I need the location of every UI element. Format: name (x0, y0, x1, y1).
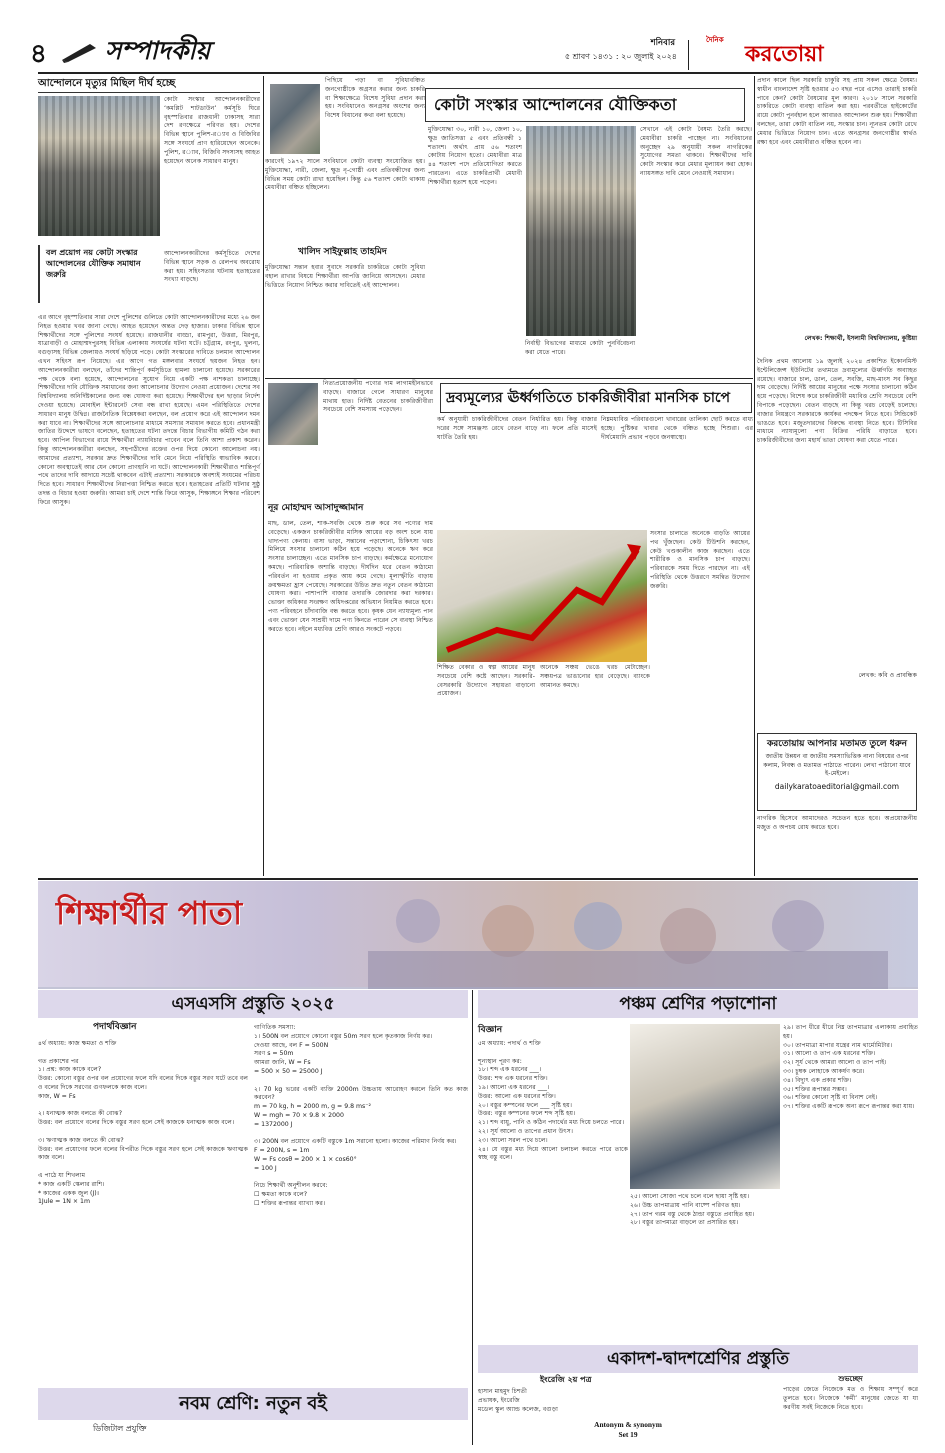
class5-section-title: পঞ্চম শ্রেণির পড়াশোনা (478, 990, 918, 1018)
opinion-invite-box (757, 733, 917, 811)
editorial-2-title: দ্রব্যমূল্যের ঊর্ধ্বগতিতে চাকরিজীবীরা মানসিক চাপে (440, 383, 752, 413)
left-body-3: এর আগে বৃহস্পতিবার সারা দেশে পুলিশের গুলিতে কোটা আন্দোলনকারীদের মধ্যে ২৬ জন নিহত হওয়ার খবর জানা গেছে। আহত হয়েছেন অন্তত দেড় হাজার। ঢাকার বিভিন্ন স্থানে শিক্ষার্থীদের সঙ্গে পুলিশের সংঘর্ষ হয়েছে। রাজধানীর বাড্ডা, রামপুরা, উত্তরা, মিরপুর, যাত্রাবাড়ী ও মোহাম্মদপুরসহ বিভিন্ন এলাকায় সংঘর্ষের ঘটনা ঘটে। চট্টগ্রাম, রংপুর, খুলনা, বগুড়াসহ বিভিন্ন জেলায়ও সংঘর্ষ ছড়িয়ে পড়ে। কোটা সংস্কারের দাবিতে চলমান আন্দোলন এখন সহিংস রূপ নিয়েছে। এর আগে গত মঙ্গলবার সংঘর্ষে ছয়জন নিহত হন। আন্দোলনকারীরা বলছেন, তাঁদের শান্তিপূর্ণ কর্মসূচিতে হামলা চালানো হয়েছে। সরকারের পক্ষ থেকে বলা হয়েছে, আন্দোলনের সুযোগ নিয়ে একটি পক্ষ নাশকতা চালাচ্ছে। শিক্ষার্থীদের দাবি যৌক্তিক সমাধানের জন্য আলোচনার উদ্যোগ নেওয়া প্রয়োজন। দেশের সব বিশ্ববিদ্যালয় অনির্দিষ্টকালের জন্য বন্ধ ঘোষণা করা হয়েছে। শিক্ষার্থীদের হল ছাড়ার নির্দেশ দেওয়া হয়েছে। মোবাইল ইন্টারনেট সেবা বন্ধ রাখা হয়েছে। এমন পরিস্থিতিতে দেশের সাধারণ মানুষ উদ্বিগ্ন। রাজনৈতিক বিশ্লেষকরা বলছেন, বল প্রয়োগ করে এই আন্দোলন দমন করা যাবে না। শিক্ষার্থীদের সঙ্গে আলোচনার মাধ্যমে সমস্যার সমাধান করতে হবে। প্রধানমন্ত্রী জাতির উদ্দেশে ভাষণে বলেছেন, হতাহতের ঘটনা তদন্তে বিচার বিভাগীয় কমিটি গঠন করা হবে। আপিল বিভাগের রায়ে শিক্ষার্থীরা ন্যায়বিচার পাবেন বলে তিনি আশা প্রকাশ করেন। কিন্তু আন্দোলনকারীরা বলছেন, সহপাঠীদের রক্তের ওপর দিয়ে কোনো আলোচনা নয়। আমাদের প্রত্যাশা, সরকার দ্রুত শিক্ষার্থীদের দাবি মেনে নিয়ে পরিস্থিতি স্বাভাবিক করবে। কোনো অবস্থাতেই আর যেন কোনো প্রাণহানি না ঘটে। আন্দোলনকারী শিক্ষার্থীরাও শান্তিপূর্ণ পথে তাদের দাবি আদায়ে সচেষ্ট থাকবেন এটাই প্রত্যাশা। সরকারকে অবশ্যই সংযমের পরিচয় দিতে হবে। সাধারণ শিক্ষার্থীদের নিরাপত্তা নিশ্চিত করতে হবে। হতাহতের প্রতিটি ঘটনার সুষ্ঠু তদন্ত ও বিচার হওয়া জরুরি। আমরা চাই দেশে শান্তি ফিরে আসুক, শিক্ষাঙ্গনে শিক্ষার পরিবেশ ফিরে আসুক। (38, 314, 262, 506)
class11-set19-block (478, 1420, 778, 1450)
section-title: সম্পাদকীয় (105, 36, 211, 65)
editorial-2-body-3: কর্ম অনুযায়ী চাকরিজীবীদের বেতন নির্ধারিত হয়। কিন্তু বাজার দরের সঙ্গে সামঞ্জস্য রেখে বেতন বাড়ে না। ফলে প্রতি মাসেই ঘাটতি তৈরি হয়। (437, 416, 599, 441)
editorial-2-body-4: নিম্নমধ্যবিত্ত পরিবারগুলো খাবারের তালিকা ছোট করতে বাধ্য হচ্ছে। পুষ্টিকর খাবার থেকে বঞ্চিত হচ্ছে শিশুরা। এর দীর্ঘমেয়াদি প্রভাব পড়বে জনস্বাস্থ্যে। (601, 416, 753, 441)
pen-icon (60, 40, 100, 64)
editorial-1-body-3: মুক্তিযোদ্ধা সন্তান হবার সুবাদে সরকারি চাকরিতে কোটা সুবিধা বহাল রাখার বিষয়ে শিক্ষার্থীরা আপত্তি জানিয়ে আসছেন। মেধার ভিত্তিতে নিয়োগ নিশ্চিত করার দাবিতেই এই আন্দোলন। (265, 264, 427, 289)
students-banner-title: শিক্ষার্থীর পাতা (56, 894, 243, 932)
class5-column-2: ২৫। আলো সোজা পথে চলে বলে ছায়া সৃষ্টি হয়। ২৬। উচ্চ তাপমাত্রায় পানি বাষ্পে পরিণত হয়। ২৭। তাপ গরম বস্তু থেকে ঠান্ডা বস্তুতে প্রবাহিত হয়। ২৮। বস্তুর তাপমাত্রা বাড়লে তা প্রসারিত হয়। (630, 1193, 755, 1227)
right-signature: লেখক: শিক্ষার্থী, ইসলামী বিশ্ববিদ্যালয়, কুষ্টিয়া (804, 335, 917, 342)
class5-column-1: ৫ম অধ্যায়: পদার্থ ও শক্তি শূন্যস্থান পূরণ কর: ১৮। শব্দ এক ধরনের ___। উত্তর: শব্দ এক ধরনের শক্তি। ১৯। আলো এক ধরনের ___। উত্তর: আলো এক ধরনের শক্তি। ২০। বস্তুর কম্পনের ফলে ___ সৃষ্টি হয়। উত্তর: বস্তুর কম্পনের ফলে শব্দ সৃষ্টি হয়। ২১। শব্দ বায়ু, পানি ও কঠিন পদার্থের মধ্য দিয়ে চলতে পারে। ২২। সূর্য আলো ও তাপের প্রধান উৎস। ২৩। আলো সরল পথে চলে। ২৪। যে বস্তুর মধ্য দিয়ে আলো চলাচল করতে পারে তাকে স্বচ্ছ বস্তু বলে। (478, 1040, 628, 1162)
ssc-section-title: এসএসসি প্রস্তুতি ২০২৫ (38, 990, 468, 1018)
author-photo-2 (268, 383, 318, 445)
right-body-2: দৈনিক প্রথম আলোয় ১৯ জুলাই ২০২৪ প্রকাশিত ইকোনমিস্ট ইন্টেলিজেন্স ইউনিটের তথ্যমতে দ্রব্যমূল্যের ঊর্ধ্বগতি অব্যাহত রয়েছে। বাজারে চাল, ডাল, তেল, সবজি, মাছ-মাংস সব কিছুর দাম বেড়েছে। নির্দিষ্ট আয়ের মানুষের পক্ষে সংসার চালানো কঠিন হয়ে পড়েছে। বিশেষ করে চাকরিজীবী মধ্যবিত্ত শ্রেণি সবচেয়ে বেশি বিপাকে পড়েছেন। বেতন বাড়ছে না কিন্তু খরচ বেড়েই চলেছে। বাজার নিয়ন্ত্রণে সরকারকে কার্যকর পদক্ষেপ নিতে হবে। সিন্ডিকেট ভাঙতে হবে। মজুতদারদের বিরুদ্ধে ব্যবস্থা নিতে হবে। টিসিবির মাধ্যমে ন্যায্যমূল্যে পণ্য বিক্রির পরিধি বাড়াতে হবে। চাকরিজীবীদের জন্য মহার্ঘ ভাতা ঘোষণা করা যেতে পারে। (757, 358, 919, 445)
students-writing-photo (630, 1024, 780, 1189)
class9-subject: ডিজিটাল প্রযুক্তি (93, 1424, 147, 1433)
editorial-1-body-4: মুক্তিযোদ্ধা ৩০, নারী ১০, জেলা ১০, ক্ষুদ্র জাতিসত্তা ৫ এবং প্রতিবন্ধী ১ শতাংশ। অর্থাৎ প্রায় ৫৬ শতাংশ কোটায় নিয়োগ হতো। মেধাবীরা মাত্র ৪৪ শতাংশ পদে প্রতিযোগিতা করতে পারতেন। এতে চাকরিপ্রার্থী মেধাবী শিক্ষার্থীরা হতাশ হয়ে পড়েন। (428, 126, 524, 186)
class11-set19-title: Antonym & synonym (594, 1420, 662, 1429)
editorial-1-intro: পিছিয়ে পড়া বা সুবিধাবঞ্চিত জনগোষ্ঠীকে অগ্রসর করার জন্য চাকরি বা শিক্ষাক্ষেত্রে বিশেষ সুবিধা প্রদান করা হয়। সংবিধানেও অনগ্রসর অংশের জন্য বিশেষ বিধানের কথা বলা হয়েছে। (325, 77, 427, 120)
editorial-1-body-6: সেখানে এই কোটা বৈষম্য তৈরি করছে। মেধাবীরা চাকরি পাচ্ছেন না। সংবিধানের অনুচ্ছেদ ২৯ অনুযায়ী সকল নাগরিকের সুযোগের সমতা থাকবে। শিক্ষার্থীদের দাবি কোটা সংস্কার করে মেধার মূল্যায়ন করা হোক। ন্যায়সঙ্গত দাবি মেনে নেওয়াই সমাধান। (640, 126, 754, 177)
opinion-invite-title: করতোয়ায় আপনার মতামত তুলে ধরুন (766, 739, 908, 749)
protest-photo (38, 96, 160, 236)
editorial-2-author: নূর মোহাম্মদ আসাদুজ্জামান (268, 503, 364, 513)
author-photo (270, 84, 320, 154)
opinion-invite-body: জাতীয় উন্নয়ন বা জাতীয় সমস্যাভিত্তিক নানা বিষয়ের ওপর কলাম, নিবন্ধ ও মতামত পাঠাতে পারেন। লেখা পাঠানো যাবে ই-মেইলে। (763, 753, 911, 777)
page-number: ৪ (30, 39, 47, 69)
ssc-column-2: গাণিতিক সমস্যা: ১। 500N বল প্রয়োগে কোনো বস্তুর 50m সরণ হলে কৃতকাজ নির্ণয় কর। দেওয়া আছে, বল F = 500N সরণ s = 50m আমরা জানি, W = Fs = 500 × 50 = 25000 J ২। 70 kg ভরের একটি ব্যক্তি 2000m উচ্চতায় আরোহণ করলে তিনি কত কাজ করবেন? m = 70 kg, h = 2000 m, g = 9.8 ms⁻² W = mgh = 70 × 9.8 × 2000 = 1372000 J ৩। 200N বল প্রয়োগে একটি বস্তুকে 1m সরানো হলো। কাজের পরিমাণ নির্ণয় কর। F = 200N, s = 1m W = Fs cosθ = 200 × 1 × cos60° = 100 J নিচে শিক্ষার্থী অনুশীলন করবে: ☐ ক্ষমতা কাকে বলে? ☐ শক্তির রূপান্তর ব্যাখ্যা কর। (254, 1024, 468, 1207)
paper-logo: করতোয়া (745, 42, 824, 67)
editorial-2-body-2: মাছ, ডাল, তেল, শাক-সবজি থেকে শুরু করে সব পণ্যের দাম বেড়েছে। একজন চাকরিজীবীর মাসিক আয়ের বড় অংশ চলে যায় খাদ্যপণ্য কেনায়। বাসা ভাড়া, সন্তানের পড়াশোনা, চিকিৎসা খরচ মিলিয়ে সংসার চালানো কঠিন হয়ে পড়েছে। অনেকে ঋণ করে সংসার চালাচ্ছেন। এতে মানসিক চাপ বাড়ছে। কর্মক্ষেত্রে মনোযোগ কমছে। পারিবারিক অশান্তি বাড়ছে। দীর্ঘদিন ধরে বেতন কাঠামো পরিবর্তন না হওয়ায় প্রকৃত আয় কমে গেছে। মূল্যস্ফীতি বাড়ায় ক্রয়ক্ষমতা হ্রাস পেয়েছে। সরকারের উচিত দ্রুত নতুন বেতন কাঠামো ঘোষণা করা। পাশাপাশি বাজার তদারকি জোরদার করা দরকার। ভোক্তা অধিকার সংরক্ষণ অধিদপ্তরের অভিযান নিয়মিত করতে হবে। পণ্য পরিবহনে চাঁদাবাজি বন্ধ করতে হবে। কৃষক যেন ন্যায্যমূল্য পান এবং ভোক্তা যেন সাশ্রয়ী দামে পণ্য কিনতে পারেন সে ব্যবস্থা নিশ্চিত করতে হবে। নইলে মধ্যবিত্ত শ্রেণি আরও সংকটে পড়বে। (268, 520, 435, 633)
rally-photo (526, 126, 636, 336)
paper-name-small: দৈনিক (706, 36, 724, 44)
editorial-2-body-7: সংসার চালাতে অনেকে বাড়তি আয়ের পথ খুঁজছেন। কেউ টিউশনি করছেন, কেউ খণ্ডকালীন কাজ করছেন। এতে শারীরিক ও মানসিক চাপ বাড়ছে। পরিবারকে সময় দিতে পারছেন না। এই পরিস্থিতি থেকে উত্তরণে সমন্বিত উদ্যোগ জরুরি। (650, 530, 752, 590)
class11-footer: পাড়ের জেতে নিজেকে মত ও শিক্ষায় সম্পূর্ণ করে তুলতে হবে। নিজেকে ‘কর্মী’ মানুষের জেতে যা যা করণীয় সবই নিজেকে নিতে হবে। (783, 1386, 920, 1411)
header-day: শনিবার (650, 38, 675, 48)
class5-column-3: ২৯। তাপ ধীরে ধীরে নিম্ন তাপমাত্রার এলাকায় প্রবাহিত হয়। ৩০। তাপমাত্রা মাপার যন্ত্রের নাম থার্মোমিটার। ৩১। আলো ও তাপ এক ধরনের শক্তি। ৩২। সূর্য থেকে আমরা আলো ও তাপ পাই। ৩৩। চুম্বক লোহাকে আকর্ষণ করে। ৩৪। বিদ্যুৎ এক প্রকার শক্তি। ৩৫। শক্তির রূপান্তর সম্ভব। ৩৬। শক্তির কোনো সৃষ্টি বা বিনাশ নেই। ৩৭। শক্তির একটি রূপকে অন্য রূপে রূপান্তর করা যায়। (783, 1024, 918, 1111)
ssc-column-1: ৪র্থ অধ্যায়: কাজ ক্ষমতা ও শক্তি গত প্রকাশের পর ১। প্রশ্ন: কাজ কাকে বলে? উত্তর: কোনো বস্তুর ওপর বল প্রয়োগের ফলে যদি বলের দিকে বস্তুর সরণ ঘটে তবে বল ও বলের দিকে সরণের গুণফলকে কাজ বলে। কাজ, W = Fs ২। ধনাত্মক কাজ বলতে কী বোঝ? উত্তর: বল প্রয়োগে বলের দিকে বস্তুর সরণ হলে সেই কাজকে ধনাত্মক কাজ বলে। ৩। ঋণাত্মক কাজ বলতে কী বোঝ? উত্তর: বল প্রয়োগের ফলে বলের বিপরীত দিকে বস্তুর সরণ হলে সেই কাজকে ঋণাত্মক কাজ বলে। এ পাঠে যা শিখলাম * কাজ একটি স্কেলার রাশি। * কাজের একক জুল (J)। 1Jule = 1N × 1m (38, 1040, 248, 1206)
class9-section-title: নবম শ্রেণি: নতুন বই (38, 1388, 468, 1420)
left-body-2: আন্দোলনকারীদের কর্মসূচিতে দেশের বিভিন্ন স্থানে সড়ক ও রেলপথ অবরোধ করা হয়। সহিংসতার ঘটনায় হতাহতের সংখ্যা বাড়ছে। (164, 250, 262, 284)
editorial-1-body-5: নির্বাহী বিভাগের মাধ্যমে কোটা পুনর্বিবেচনা করা যেতে পারে। (525, 340, 637, 356)
opinion-email-link[interactable]: dailykaratoaeditorial@gmail.com (774, 782, 900, 792)
vegetable-price-photo (437, 530, 647, 662)
class11-footer-title: শুভচ্ছেদ (838, 1375, 863, 1383)
right-body-1: প্রদান কালে ছিল সরকারি চাকুরি সহ প্রায় সকল ক্ষেত্রে বৈষম্য। স্বাধীন বাংলাদেশ সৃষ্টি হওয়ার ৫৩ বছর পরে এসেও তারাই চাকরি পাবে কেন? কোটা বৈষম্যের মূল কারণ। ২০১৮ সালে সরকারি চাকরিতে কোটা ব্যবস্থা বাতিল করা হয়। পরবর্তীতে হাইকোর্টের রায়ে কোটা পুনর্বহাল হলে আবারও আন্দোলন শুরু হয়। শিক্ষার্থীরা বলছেন, তারা কোটা বাতিল নয়, সংস্কার চান। ন্যূনতম কোটা রেখে মেধার ভিত্তিতে নিয়োগ চান। এতে অনগ্রসর জনগোষ্ঠীর স্বার্থও রক্ষা হবে এবং মেধাবীরাও বঞ্চিত হবেন না। (757, 77, 919, 146)
editorial-2-body-8: নাগরিক হিসেবে আমাদেরও সচেতন হতে হবে। অপ্রয়োজনীয় মজুত ও অপচয় রোধ করতে হবে। (757, 815, 919, 831)
class11-set19-label: Set 19 (618, 1429, 638, 1439)
editorial-2-body-6: অনেকে সঞ্চয় ভেঙে খরচ মেটাচ্ছেন। সঞ্চয়পত্র ভাঙানোর হার বেড়েছে। ব্যাংকে আমানত কমছে। (540, 664, 652, 689)
editorial-1-title: কোটা সংস্কার আন্দোলনের যৌক্তিকতা (425, 88, 745, 122)
editorial-1-author: খালিদ সাইফুল্লাহ তাহমিদ (298, 247, 387, 257)
left-pull-quote: বল প্রয়োগ নয় কোটা সংস্কার আন্দোলনের যৌক্তিক সমাধান জরুরি (38, 245, 160, 303)
class11-section-title: একাদশ-দ্বাদশশ্রেণির প্রস্তুতি (478, 1345, 918, 1373)
class11-subject: ইংরেজি ২য় পত্র (540, 1375, 592, 1384)
editorial-2-body-1: নিত্যপ্রয়োজনীয় পণ্যের দাম লাগামহীনভাবে বাড়ছে। বাজারে গেলে সাধারণ মানুষের মাথায় হাত। নির্দিষ্ট বেতনের চাকরিজীবীরা সবচেয়ে বেশি সমস্যায় পড়েছেন। (323, 380, 435, 414)
editorial-1-body-2: কারণেই ১৯৭২ সালে সংবিধানে কোটা ব্যবস্থা সংযোজিত হয়। মুক্তিযোদ্ধা, নারী, জেলা, ক্ষুদ্র নৃ-গোষ্ঠী এবং প্রতিবন্ধীদের জন্য বিভিন্ন সময় কোটা রাখা হয়েছিল। কিন্তু ৫৬ শতাংশ কোটা থাকায় মেধাবীরা বঞ্চিত হচ্ছিলেন। (265, 158, 427, 192)
editorial-2-body-5: শিক্ষিত বেকার ও স্বল্প আয়ের মানুষ সবচেয়ে বেশি কষ্টে আছেন। সরকারি-বেসরকারি উদ্যোগে সহায়তা বাড়ানো প্রয়োজন। (437, 664, 537, 698)
class5-subject: বিজ্ঞান (478, 1025, 503, 1035)
left-headline: আন্দোলনে মৃত্যুর মিছিল দীর্ঘ হচ্ছে (38, 77, 260, 93)
header-date: ৫ শ্রাবণ ১৪৩১ : ২০ জুলাই ২০২৪ (564, 52, 677, 61)
right-signature-2: লেখক: কবি ও প্রাবন্ধিক (858, 672, 917, 679)
ssc-subject: পদার্থবিজ্ঞান (93, 1022, 137, 1032)
class11-author: হাসান মাহমুদ চিশতী প্রভাষক, ইংরেজি মডেল স্কুল অ্যান্ড কলেজ, বগুড়া (478, 1388, 558, 1413)
left-body-1: কোটা সংস্কার আন্দোলনকারীদের ‘কমপ্লিট শাটডাউন’ কর্মসূচি ঘিরে বৃহস্পতিবার রাজধানী ঢাকাসহ সারা দেশ রণক্ষেত্রে পরিণত হয়। দেশের বিভিন্ন স্থানে পুলিশ-র‌্যাব ও বিজিবির সঙ্গে সংঘর্ষে প্রাণ হারিয়েছেন অনেকে। পুলিশ, র‌্যাব, বিজিবি সদস্যসহ আহত হয়েছেন অনেক সাধারণ মানুষ। (164, 96, 262, 165)
